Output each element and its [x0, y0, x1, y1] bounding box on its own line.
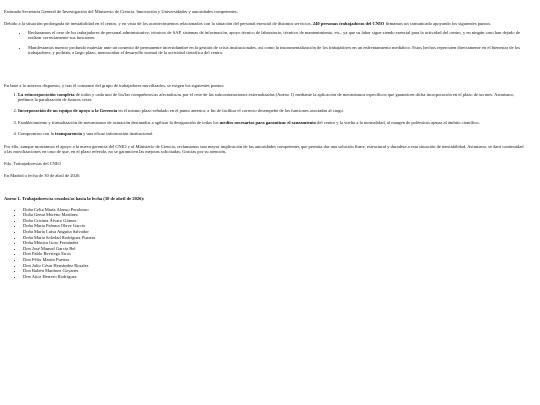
date-line: En Madrid a fecha de 30 de abril de 2026. — [4, 173, 81, 179]
list-item: • Don Aitor Herrero Rodríguez — [23, 274, 526, 280]
list-item: • Don Félix Martín Puertas — [23, 257, 526, 263]
list-item: • Doña Celia María Alonso Peralonso — [23, 207, 526, 213]
intro-signatories: 240 personas trabajadoras del CNIO — [312, 21, 385, 27]
salutation: Estimada Secretaria General de Investigación del Ministerio de Ciencia, Innovación y Universidades y autoridades competentes, — [4, 9, 238, 14]
intro-text-1: Debido a la situación prolongada de inestabilidad en el centro, y en vista de los acontecimientos relacionados con la situación del personal esencial de distintos servicios, — [4, 21, 313, 27]
annex-names-list — [4, 207, 526, 280]
demand-emphasis: La reincorporación completa — [18, 92, 75, 98]
demand-text: Establecimiento y formalización de mecanismos de actuación destinados a agilizar la designación de todos los — [18, 119, 220, 125]
demand-text: de todos y cada uno de los/las compañeros/as afectados/as por el cese de las subcontrataciones externalizadas (Anexo 1) mediante la aplicación de mecanismos específicos que garanticen dicha incorporación en el plazo de un mes. Asimismo, pedimos la paralización de futuros ceses. — [18, 92, 515, 103]
annex-title: Anexo 1. Trabajadores/as cesados/as hasta la fecha (30 de abril de 2026): — [4, 195, 145, 201]
demand-item — [18, 92, 526, 102]
closing-paragraph: Por ello, aunque mostramos el apoyo a la nueva gerencia del CNIO y al Ministerio de Ciencia, reclamamos una mayor implicación de las autoridades competentes que permita dar una solución firme, estructural y duradera a esta situación de inestabilidad. Asimismo, se dará continuidad a las movilizaciones en caso de que, en el plazo referido, no se garanticen las mejoras solicitadas. Gracias por su atención, — [4, 143, 524, 155]
demand-emphasis: transparencia — [55, 130, 82, 136]
spacer — [4, 59, 526, 83]
support-point: • Rechazamos el cese de los trabajadores de personal administrativo, técnicos de SAP, sistemas de información, apoyo técnico de laboratorio, técnicos de mantenimiento, etc., ya que su labor sigue siendo esencial para la actividad del centro, y en ningún caso han dejado de realizar correctamente sus funciones. — [28, 30, 526, 40]
list-item: • Doña Gema Moreno Martínez — [23, 212, 526, 218]
demand-item — [18, 131, 526, 136]
list-item: • Don Julio César Hernández Rosales — [23, 263, 526, 269]
demand-emphasis: medios necesarios para garantizar el saneamiento — [219, 119, 316, 125]
signature: Fdo. Trabajadores/as del CNIO — [4, 161, 61, 167]
list-item: • Doña María Luisa Anguita Salvador — [23, 229, 526, 235]
list-item: • Doña Mónica Goro Fernández — [23, 240, 526, 246]
demands-intro: En base a lo anterior dispuesto, y tras el consenso del grupo de trabajadores movilizados, se exigen los siguientes puntos: — [4, 82, 225, 88]
demand-text: en el mismo plazo señalado en el punto anterior, a fin de facilitar el correcto desempeño de las funciones asociadas al cargo. — [117, 108, 344, 114]
demand-emphasis: Incorporación de un equipo de apoyo a la Gerencia — [18, 108, 118, 114]
demand-item — [18, 120, 526, 125]
demand-text: Compromiso con la — [18, 130, 56, 136]
list-item: • Don Rubén Martínez Goyanes — [23, 268, 526, 274]
list-item: • Doña María Paloma Olave García — [23, 223, 526, 229]
list-item: • Doña María Soledad Rodríguez Puertas — [23, 235, 526, 241]
list-item: • Don José Manuel García Bel — [23, 246, 526, 252]
list-item: • Don Pablo Revriego Eiros — [23, 251, 526, 257]
demand-text: y una eficaz información institucional. — [81, 130, 154, 136]
demand-item — [18, 108, 526, 113]
support-point: • Manifestamos nuestro profundo malestar ante un contexto de permanente incertidumbre en la gestión de crisis institucionales, así como la instrumentalización de los trabajadores en un enfrentamiento mediático. Estos hechos repercuten directamente en el bienestar de los trabajadores, y podrían, a largo plazo, menoscabar el desarrollo normal de la actividad científica del centro. — [28, 45, 526, 55]
support-points-list — [4, 30, 526, 55]
intro-paragraph — [4, 21, 526, 26]
demand-text: del centro y la vuelta a la normalidad, al margen de polémicas ajenas al ámbito científico. — [315, 119, 480, 125]
intro-text-2: firmamos un comunicado apoyando los siguientes puntos: — [384, 21, 492, 27]
demands-list — [4, 92, 526, 136]
list-item: • Doña Cristina Álvaro Gómez — [23, 218, 526, 224]
